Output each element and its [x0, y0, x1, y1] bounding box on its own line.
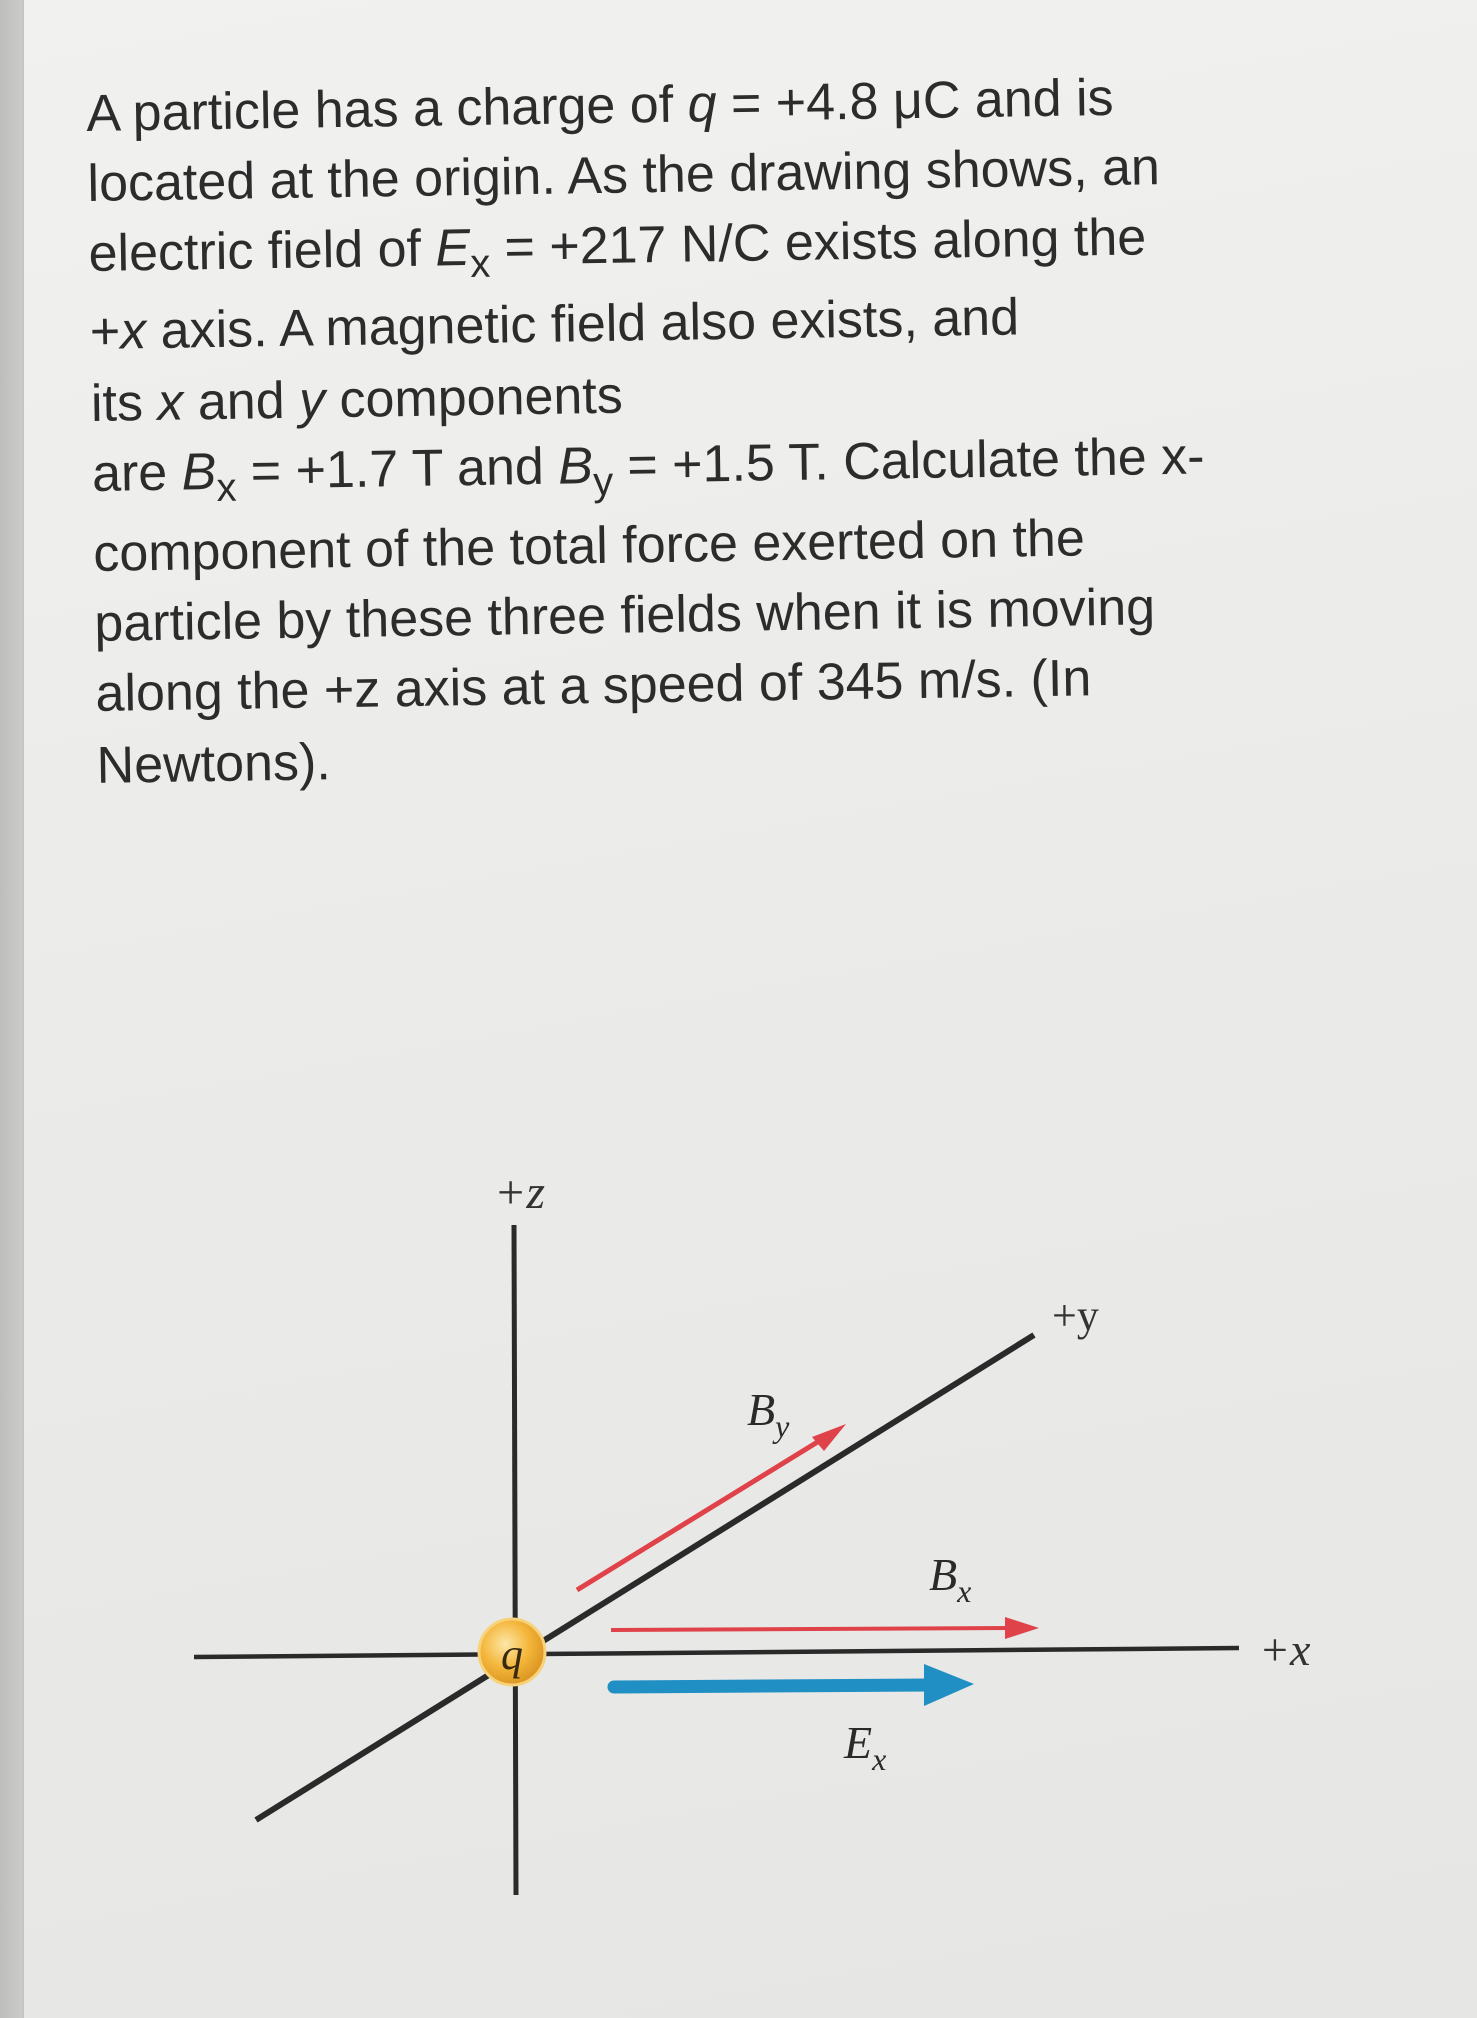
text-segment: its — [90, 373, 158, 433]
subscript: x — [216, 465, 237, 510]
magnetic-field-symbol: B — [181, 443, 217, 502]
text-segment: Newtons). — [96, 733, 332, 795]
ex-label — [843, 1717, 886, 1777]
subscript: x — [469, 241, 491, 286]
text-segment: = +217 N/C exists along the — [489, 208, 1147, 277]
text-segment: components — [324, 366, 624, 430]
x-axis-label: +x — [1259, 1624, 1311, 1675]
ex-arrow-shaft — [614, 1685, 929, 1687]
text-segment: along the +z axis at a speed of 345 m/s. (In — [95, 649, 1092, 723]
text-segment: axis. A magnetic field also exists, and — [145, 288, 1020, 361]
ex-label-main: E — [844, 1717, 873, 1768]
bx-arrow-shaft — [611, 1628, 1009, 1630]
text-segment: located at the origin. As the drawing shows, an — [87, 138, 1161, 213]
by-label — [747, 1384, 790, 1444]
subscript: y — [592, 459, 614, 505]
variable: y — [298, 371, 326, 430]
variable: x — [156, 373, 184, 432]
text-segment: + — [89, 302, 121, 361]
text-segment: = +1.5 T. Calculate the x- — [612, 427, 1205, 495]
charge-symbol: q — [687, 75, 717, 134]
text-segment: are — [91, 443, 183, 503]
by-arrow-shaft — [577, 1438, 824, 1590]
z-axis — [514, 1225, 516, 1895]
charge-label: q — [501, 1630, 523, 1679]
text-segment: particle by these three fields when it is moving — [93, 578, 1156, 653]
ex-label-sub: x — [872, 1741, 887, 1777]
by-label-sub: y — [775, 1408, 790, 1444]
electric-field-symbol: E — [434, 218, 471, 278]
y-axis-label: +y — [1052, 1291, 1099, 1340]
bx-arrow-head — [1005, 1617, 1039, 1639]
text-segment: = +4.8 μC and is — [716, 68, 1115, 134]
bx-label-sub: x — [957, 1573, 972, 1609]
ex-arrow-head — [924, 1664, 974, 1706]
bx-label — [929, 1549, 971, 1609]
text-segment: electric field of — [88, 219, 436, 283]
bx-label-main: B — [929, 1549, 958, 1600]
text-segment: component of the total force exerted on the — [92, 509, 1086, 583]
x-axis — [194, 1648, 1239, 1657]
text-segment: A particle has a charge of — [85, 75, 689, 143]
text-segment: = +1.7 T and — [235, 437, 559, 501]
y-axis — [256, 1335, 1034, 1820]
by-label-main: B — [747, 1384, 776, 1435]
z-axis-label: +z — [494, 1166, 546, 1219]
magnetic-field-symbol: B — [557, 437, 594, 496]
variable: x — [119, 302, 147, 361]
problem-sheet — [22, 0, 1477, 2018]
force-diagram — [24, 0, 1477, 2018]
by-arrow-head — [812, 1424, 846, 1451]
text-segment: and — [182, 371, 300, 432]
